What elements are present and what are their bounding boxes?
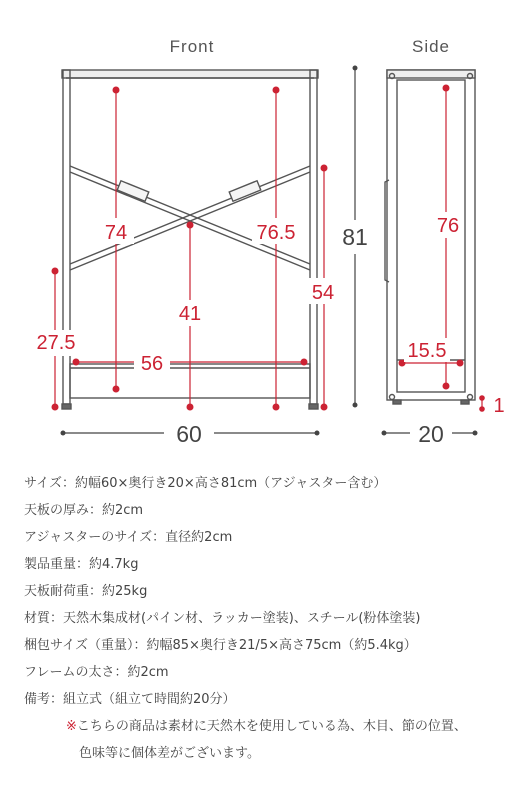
dim-label-74: 74 [104,222,128,244]
note-line-1 [24,713,514,740]
dim-label-20: 20 [418,421,444,447]
dim-label-54: 54 [311,282,335,304]
spec-adjuster-size: アジャスターのサイズ：直径約2cm [24,530,233,545]
dim-label-27-5: 27.5 [36,332,76,354]
dim-label-76: 76 [436,215,460,237]
note-text-2: 色味等に個体差がございます。 [79,746,260,761]
spec-remarks: 備考：組立式（組立て時間約20分） [24,692,236,707]
dim-label-41: 41 [178,303,202,325]
side-red-dimensions [399,85,485,412]
spec-list [24,470,514,767]
front-view-title: Front [169,37,215,56]
side-view-title: Side [411,37,451,56]
front-red-dimensions [52,87,328,411]
dim-label-1: 1 [493,395,505,417]
spec-top-thickness: 天板の厚み：約2cm [24,503,144,518]
dim-label-15-5: 15.5 [407,340,447,362]
spec-material: 材質：天然木集成材(パイン材、ラッカー塗装)、スチール(粉体塗装) [24,611,421,626]
dim-label-56: 56 [140,353,164,375]
spec-package-size: 梱包サイズ（重量）：約幅85×奥行き21/5×高さ75cm（約5.4kg） [24,638,417,653]
spec-load-capacity: 天板耐荷重：約25kg [24,584,148,599]
spec-size: サイズ：約幅60×奥行き20×高さ81cm（アジャスター含む） [24,476,387,491]
dim-label-76-5: 76.5 [256,222,296,244]
note-line-2 [24,740,514,767]
note-mark: ※ [66,719,77,734]
spec-weight: 製品重量：約4.7kg [24,557,139,572]
spec-frame-thickness: フレームの太さ：約2cm [24,665,169,680]
note-text-1: こちらの商品は素材に天然木を使用している為、木目、節の位置、 [76,719,467,734]
dim-label-60: 60 [176,421,202,447]
dim-label-81: 81 [342,224,368,250]
